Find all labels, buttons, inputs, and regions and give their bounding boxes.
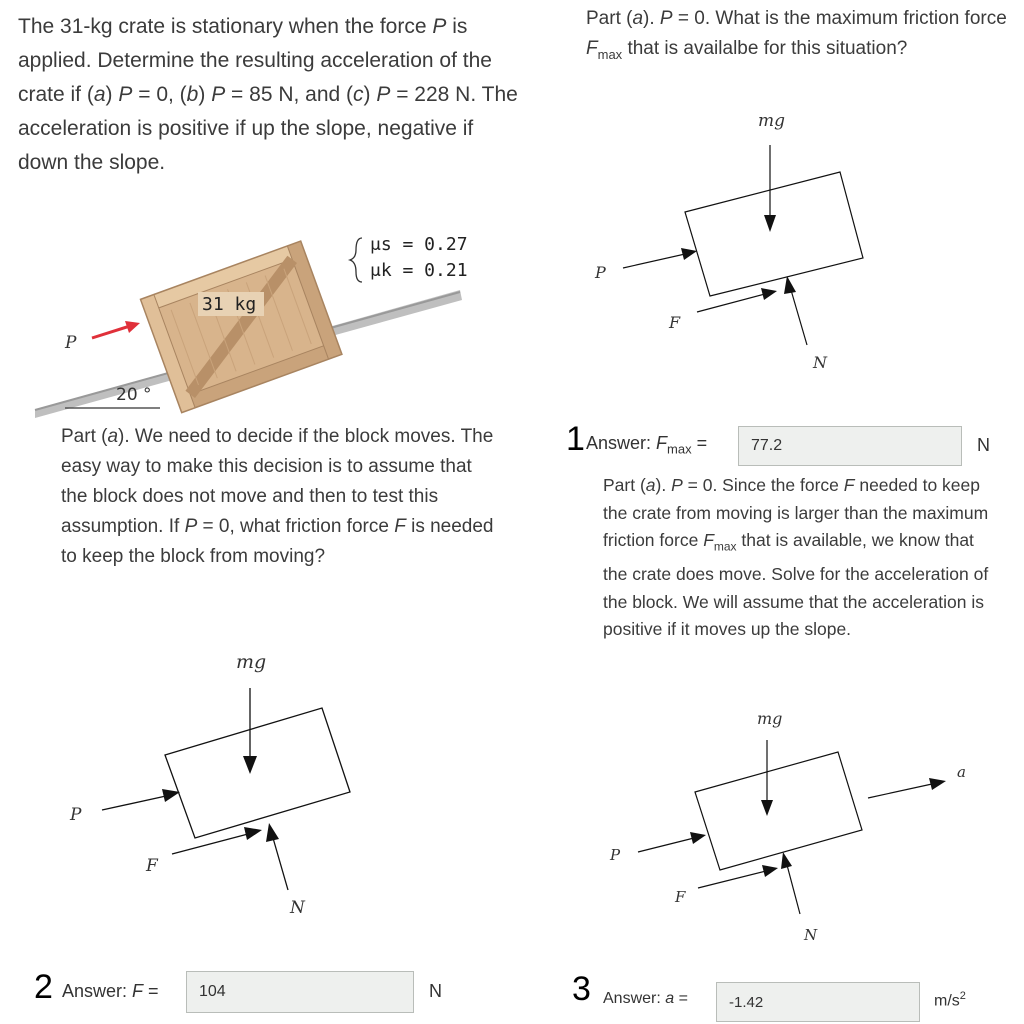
fbd3-N: N bbox=[804, 926, 818, 944]
fbd-1 bbox=[585, 100, 875, 390]
force-label: P bbox=[65, 333, 77, 353]
answer-2-unit: N bbox=[429, 981, 442, 1001]
question-number-1: 1 bbox=[566, 420, 585, 458]
crate-figure bbox=[30, 220, 500, 420]
fbd2-N: N bbox=[290, 898, 305, 918]
mu-k-label: μk = 0.21 bbox=[370, 260, 468, 281]
answer-1-input[interactable]: 77.2 bbox=[738, 426, 962, 466]
part-a1-text: Part (a). P = 0. What is the maximum friction force $F_{max}$ that is availalbe for this situation? bbox=[586, 8, 1007, 62]
answer-3-label: Answer: a = bbox=[603, 990, 688, 1007]
problem-statement: The 31-kg crate is stationary when the force P is applied. Determine the resulting acceleration of the crate if (a) P = 0, (b) P = 85 N, and (c) P = 228 N. The acceleration is positive if up the slope, negative if down the slope. bbox=[18, 15, 518, 174]
part-a3-text: Part (a). P = 0. Since the force F needed to keep the crate from moving is larger than the maximum friction force $F_{max}$ that is available, we know that the crate does move. Solve for the acceleration of the block. We will assume that the acceleration is positive if it moves up the slope. bbox=[603, 475, 989, 639]
fbd2-mg: mg bbox=[236, 651, 267, 673]
fbd3-a: a bbox=[957, 763, 966, 781]
fbd1-N: N bbox=[813, 353, 827, 372]
question-number-3: 3 bbox=[572, 970, 591, 1008]
fbd3-P: P bbox=[610, 846, 621, 864]
answer-2-input[interactable]: 104 bbox=[186, 971, 414, 1013]
fbd3-F: F bbox=[675, 888, 686, 906]
fbd1-P: P bbox=[595, 263, 606, 282]
answer-3-unit: $m/s^2$ bbox=[934, 990, 966, 1010]
angle-label: 20 ° bbox=[116, 385, 152, 405]
mass-label: 31 kg bbox=[202, 294, 257, 315]
fbd2-P: P bbox=[70, 805, 82, 825]
answer-1-label: Answer: $F_{max}$ = bbox=[586, 433, 708, 457]
part-a2-text: Part (a). We need to decide if the block moves. The easy way to make this decision is to assume that the block does not move and then to test this assumption. If P = 0, what friction force F is needed to keep the block from moving? bbox=[61, 426, 494, 567]
answer-1-unit: N bbox=[977, 435, 990, 455]
mu-s-label: μs = 0.27 bbox=[370, 234, 468, 255]
fbd1-mg: mg bbox=[758, 111, 786, 131]
fbd3-mg: mg bbox=[757, 709, 783, 728]
answer-3-input[interactable]: -1.42 bbox=[716, 982, 920, 1022]
answer-2-label: Answer: F = bbox=[62, 981, 159, 1001]
fbd-3 bbox=[600, 700, 1000, 950]
fbd2-F: F bbox=[146, 856, 158, 876]
question-number-2: 2 bbox=[34, 968, 53, 1006]
fbd1-F: F bbox=[669, 313, 681, 332]
fbd-2 bbox=[60, 640, 380, 930]
